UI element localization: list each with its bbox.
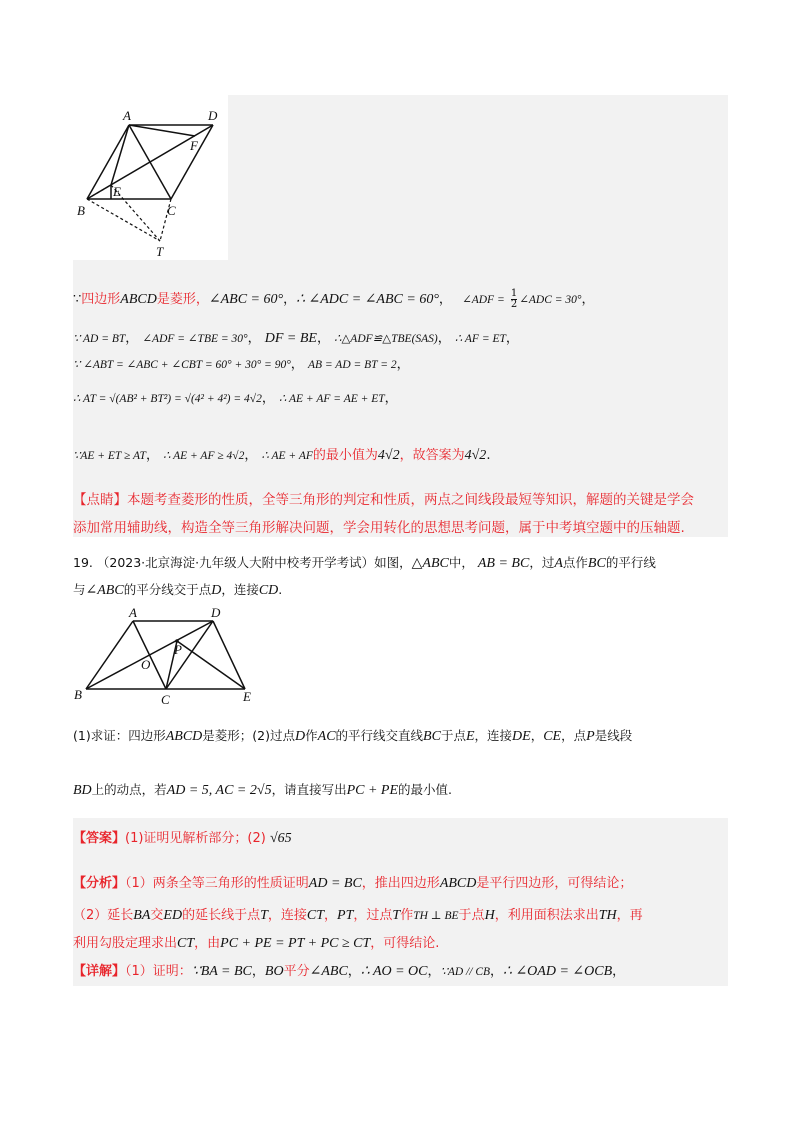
math-expr: ABCD — [165, 729, 203, 744]
label-a: A — [129, 605, 137, 620]
problem-number: 19. — [73, 555, 93, 570]
comment-line-1: 【点睛】本题考查菱形的性质，全等三角形的判定和性质，两点之间线段最短等知识，解题的关键是学会 — [73, 492, 694, 508]
math-expr: ∠ABC — [85, 583, 124, 598]
text: 点作 — [562, 555, 588, 570]
math-expr: ∵BA = BC — [191, 964, 252, 979]
comma: ， — [581, 292, 595, 307]
text: 如图， — [374, 555, 412, 570]
math-expr: ∴ ∠OAD = ∠OCB — [503, 964, 613, 979]
math-expr: AB = BC — [477, 556, 530, 571]
math-expr: TH ⊥ BE — [413, 910, 459, 922]
text: 作 — [305, 728, 318, 743]
fraction-denominator: 2 — [510, 299, 518, 310]
period: . — [486, 448, 491, 463]
comma: ， — [505, 331, 519, 346]
label-e: E — [243, 689, 251, 704]
text: （2）延长 — [73, 908, 134, 923]
label-p: P — [174, 642, 182, 657]
math-expr: 4√2 — [377, 448, 400, 463]
segment-pe — [177, 641, 245, 689]
math-expr: ∠ABC = 60° — [208, 292, 284, 307]
comma: ， — [261, 391, 275, 406]
comma: ， — [290, 357, 304, 372]
text: 的平分线交于点 — [123, 582, 212, 597]
text: ，利用面积法求出 — [494, 908, 599, 923]
text: (1)证明见解析部分；(2) — [125, 831, 270, 846]
fraction-one-half — [511, 289, 517, 310]
fraction-numerator: 1 — [510, 288, 518, 299]
label-t: T — [156, 244, 164, 259]
text: 的平行线交直线 — [335, 728, 424, 743]
analysis-line-2 — [73, 906, 643, 926]
math-expr: T — [392, 908, 401, 923]
math-expr: AC — [317, 729, 336, 744]
red-text: 四边形 — [81, 292, 121, 307]
label-d: D — [208, 108, 218, 123]
math-expr: BC — [587, 556, 606, 571]
text: 作 — [400, 908, 414, 923]
text: ，连接 — [474, 728, 513, 743]
problem-source: （2023·北京海淀·九年级人大附中校考开学考试） — [96, 555, 375, 570]
math-expr: ∠ADC = 30° — [519, 294, 582, 306]
comma: ， — [244, 448, 258, 463]
segment-de — [213, 621, 245, 689]
comment-line-2: 添加常用辅助线，构造全等三角形解决问题，学会用转化的思想思考问题，属于中考填空题中的压轴题. — [73, 520, 685, 536]
label-d: D — [211, 605, 221, 620]
detail-line-1 — [73, 962, 625, 982]
math-expr: PC + PE = PT + PC ≥ CT — [220, 936, 371, 951]
text: ，由 — [194, 936, 221, 951]
text: 是平行四边形，可得结论； — [476, 876, 633, 891]
comma: ， — [438, 292, 452, 307]
segment-ab — [87, 125, 129, 199]
label-a: A — [123, 108, 131, 123]
math-expr: △ABC — [411, 556, 449, 571]
text: ，请直接写出 — [271, 782, 347, 797]
text: ， — [347, 964, 361, 979]
math-expr: ∠ADF = — [462, 294, 505, 306]
text: ， — [490, 964, 504, 979]
text: （1）两条全等三角形的性质证明 — [125, 876, 309, 891]
math-expr: BC — [423, 729, 441, 744]
label-e: E — [113, 184, 121, 199]
analysis-line-1 — [73, 874, 632, 894]
text: 于点 — [440, 728, 466, 743]
red-text: 是菱形， — [156, 292, 209, 307]
math-expr: ABCD — [439, 876, 477, 891]
text: 的延长线于点 — [182, 908, 261, 923]
text: ，推出四边形 — [361, 876, 440, 891]
math-expr: ∵AD // CB — [440, 966, 491, 978]
math-expr: √65 — [269, 831, 292, 846]
text: 平分 — [283, 964, 310, 979]
math-expr: CD — [258, 583, 279, 598]
figure-problem-19-svg — [73, 605, 273, 705]
math-expr: P — [586, 729, 595, 744]
text: ，可得结论. — [370, 936, 440, 951]
text: 利用勾股定理求出 — [73, 936, 178, 951]
comma: ， — [247, 331, 261, 346]
math-expr: ED — [163, 908, 183, 923]
label-c: C — [161, 692, 170, 705]
segment-af — [129, 125, 195, 136]
comma: ， — [125, 331, 139, 346]
comma: ， — [316, 331, 330, 346]
text: ，连接 — [221, 582, 259, 597]
solution-line-3 — [73, 355, 410, 375]
text: 是线段 — [594, 728, 633, 743]
text: ，点 — [561, 728, 587, 743]
text: ，过 — [529, 555, 555, 570]
text: ， — [530, 728, 544, 743]
problem-19-line-2 — [73, 580, 282, 601]
math-expr: TH — [598, 908, 617, 923]
comma: ， — [384, 391, 398, 406]
comma: ， — [396, 357, 410, 372]
problem-19-line-3 — [73, 726, 632, 747]
solution-line-1 — [73, 289, 595, 310]
math-expr: ∴ AF = ET — [454, 333, 506, 345]
math-expr: AD = BC — [308, 876, 362, 891]
math-expr: ∴ AE + AF — [261, 450, 313, 462]
analysis-label: 【分析】 — [73, 876, 126, 891]
math-expr: 4√2 — [464, 448, 487, 463]
math-expr: T — [260, 908, 268, 923]
math-expr: CE — [543, 729, 562, 744]
math-expr: ∴ ∠ADC = ∠ABC = 60° — [296, 292, 439, 307]
label-o: O — [141, 657, 151, 672]
math-expr: ∴ AE + AF = AE + ET — [279, 393, 385, 405]
math-expr: PC + PE — [346, 783, 399, 798]
text: ，连接 — [267, 908, 307, 923]
red-text: ，故答案为 — [399, 448, 465, 463]
label-b: B — [77, 203, 85, 218]
math-expr: ∵ ∠ABT = ∠ABC + ∠CBT = 60° + 30° = 90° — [73, 359, 291, 371]
problem-19-line-1 — [73, 553, 656, 574]
because-symbol: ∵ — [73, 292, 82, 307]
diagonal-ac — [129, 125, 171, 199]
math-expr: ∴ AT = √(AB² + BT²) = √(4² + 4²) = 4√2 — [73, 393, 262, 405]
text: 的平行线 — [605, 555, 656, 570]
text: ， — [324, 908, 338, 923]
math-expr: ∴△ADF≌△TBE(SAS) — [334, 333, 438, 345]
figure-rhombus-svg — [73, 95, 228, 260]
figure-problem-19 — [73, 605, 273, 705]
segment-ab — [86, 621, 133, 689]
text: ， — [251, 964, 265, 979]
text: （1）证明： — [125, 964, 192, 979]
red-text: 的最小值为 — [312, 448, 378, 463]
solution-line-4 — [73, 389, 398, 409]
math-expr: ∴ AO = OC — [360, 964, 428, 979]
math-expr: D — [295, 729, 306, 744]
text: 的最小值. — [398, 782, 453, 797]
text: ， — [612, 964, 626, 979]
math-expr: PT — [337, 908, 354, 923]
math-expr: CT — [306, 908, 325, 923]
answer-line — [73, 829, 292, 849]
text: . — [278, 582, 283, 597]
text: (1)求证：四边形 — [73, 728, 166, 743]
math-expr: ∴ AE + AF ≥ 4√2 — [163, 450, 245, 462]
text: 与 — [73, 582, 86, 597]
diagonal-ac — [133, 621, 166, 689]
analysis-line-3 — [73, 934, 439, 954]
math-expr: D — [211, 583, 222, 598]
text: 交 — [150, 908, 164, 923]
math-expr: ∵AE + ET ≥ AT — [73, 450, 146, 462]
figure-rhombus-abcd — [73, 95, 228, 260]
math-expr: CT — [177, 936, 195, 951]
math-expr: ∠ABC — [309, 964, 348, 979]
text: ，过点 — [353, 908, 393, 923]
text: 上的动点，若 — [91, 782, 167, 797]
answer-label: 【答案】 — [73, 831, 126, 846]
label-b: B — [74, 687, 82, 702]
text: 中， — [448, 555, 474, 570]
math-expr: DF = BE — [264, 331, 317, 346]
math-expr: A — [554, 556, 563, 571]
segment-bt-dashed — [87, 199, 160, 241]
math-expr: AB = AD = BT = 2 — [307, 359, 397, 371]
math-expr: ∵ AD = BT — [73, 333, 126, 345]
math-expr: BO — [264, 964, 284, 979]
comma: ， — [437, 331, 451, 346]
comma: ， — [283, 292, 297, 307]
math-expr: H — [484, 908, 495, 923]
text: 于点 — [458, 908, 485, 923]
solution-line-5 — [73, 446, 490, 466]
detail-label: 【详解】 — [73, 964, 126, 979]
text: ，再 — [616, 908, 643, 923]
solution-line-2 — [73, 329, 519, 349]
math-expr: ∠ADF = ∠TBE = 30° — [142, 333, 248, 345]
text: 是菱形；(2)过点 — [202, 728, 295, 743]
math-expr: BD — [73, 783, 92, 798]
math-expr: ABCD — [120, 292, 157, 307]
math-expr: DE — [512, 729, 531, 744]
math-expr: E — [465, 729, 475, 744]
text: ， — [427, 964, 441, 979]
label-f: F — [190, 138, 198, 153]
math-expr: AD = 5, AC = 2√5 — [166, 783, 272, 798]
math-expr: BA — [133, 908, 151, 923]
label-c: C — [167, 203, 176, 218]
comma: ， — [145, 448, 159, 463]
problem-19-line-4 — [73, 780, 452, 801]
